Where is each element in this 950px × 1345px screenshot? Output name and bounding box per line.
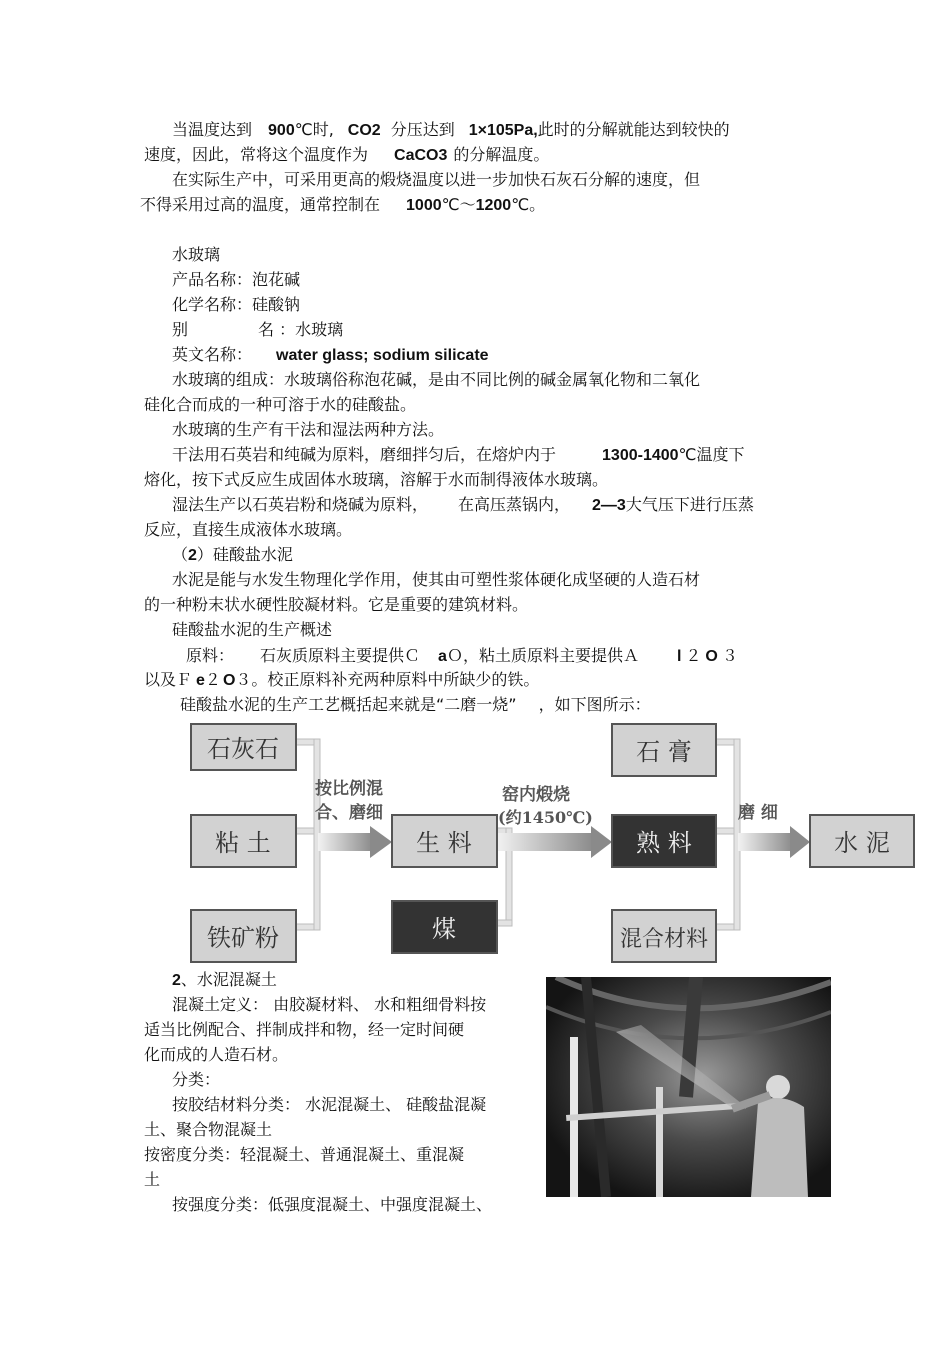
para2-line2: 不得采用过高的温度，通常控制在 1000℃～1200℃。 bbox=[140, 195, 546, 214]
class-strength: 按强度分类：低强度混凝土、中强度混凝土、 bbox=[172, 1195, 493, 1214]
wet-method-line2: 反应，直接生成液体水玻璃。 bbox=[144, 520, 353, 539]
water-glass-title: 水玻璃 bbox=[172, 245, 221, 264]
cement-process-diagram bbox=[180, 718, 920, 968]
concrete-spraying-photo bbox=[546, 977, 831, 1197]
box-gypsum bbox=[612, 724, 716, 776]
svg-text:混合材料: 混合材料 bbox=[619, 927, 709, 952]
arrow-kiln bbox=[497, 826, 612, 858]
product-name: 产品名称：泡花碱 bbox=[172, 270, 301, 289]
cement-def-line2: 的一种粉末状水硬性胶凝材料。它是重要的建筑材料。 bbox=[144, 595, 529, 614]
connectors-raw bbox=[296, 739, 320, 930]
wet-method-line1: 湿法生产以石英岩粉和烧碱为原料， 在高压蒸锅内， 2—3大气压下进行压蒸 bbox=[172, 495, 754, 514]
cement-heading: （2）硅酸盐水泥 bbox=[172, 545, 293, 564]
class-density-line1: 按密度分类：轻混凝土、普通混凝土、重混凝 bbox=[144, 1145, 465, 1164]
arrow3-label: 磨 细 bbox=[738, 803, 778, 823]
svg-text:煤: 煤 bbox=[432, 915, 456, 943]
arrow1-label-line2: 合、磨细 bbox=[315, 803, 383, 823]
box-admixture bbox=[612, 910, 716, 962]
arrow2-label-line2: (约1450℃) bbox=[498, 808, 593, 827]
box-clay bbox=[191, 815, 296, 867]
composition-line2: 硅化合而成的一种可溶于水的硅酸盐。 bbox=[144, 395, 417, 414]
concrete-def-line1: 混凝土定义： 由胶凝材料、 水和粗细骨料按 bbox=[172, 995, 487, 1014]
box-iron-powder bbox=[191, 910, 296, 962]
alias: 别 名 ：水玻璃 bbox=[172, 320, 344, 339]
para1-line1: 当温度达到 900℃时, CO2 分压达到 1×105Pa,此时的分解就能达到较快的 bbox=[172, 120, 730, 139]
box-limestone bbox=[191, 724, 296, 770]
chemical-name: 化学名称：硅酸钠 bbox=[172, 295, 301, 314]
arrow-grind bbox=[738, 826, 810, 858]
box-clinker bbox=[612, 815, 716, 867]
svg-text:石灰石: 石灰石 bbox=[207, 735, 279, 763]
cement-overview: 硅酸盐水泥的生产概述 bbox=[172, 620, 333, 639]
svg-text:生 料: 生 料 bbox=[416, 829, 472, 857]
connectors-clinker bbox=[716, 739, 740, 930]
svg-text:水 泥: 水 泥 bbox=[834, 829, 890, 857]
box-coal bbox=[392, 901, 497, 953]
concrete-heading: 2、水泥混凝土 bbox=[172, 970, 277, 989]
class-density-line2: 土 bbox=[144, 1170, 161, 1189]
para2-line1: 在实际生产中，可采用更高的煅烧温度以进一步加快石灰石分解的速度，但 bbox=[172, 170, 701, 189]
concrete-def-line2: 适当比例配合、拌制成拌和物，经一定时间硬 bbox=[144, 1020, 465, 1039]
svg-text:粘 土: 粘 土 bbox=[215, 829, 271, 857]
classification: 分类： bbox=[172, 1070, 221, 1089]
english-name: 英文名称： water glass; sodium silicate bbox=[172, 345, 489, 364]
raw-materials-line1: 原料： 石灰质原料主要提供Ｃ aＯ，粘土质原料主要提供Ａ l ２ O ３ bbox=[186, 646, 738, 665]
concrete-def-line3: 化而成的人造石材。 bbox=[144, 1045, 289, 1064]
methods: 水玻璃的生产有干法和湿法两种方法。 bbox=[172, 420, 445, 439]
arrow2-label-line1: 窑内煅烧 bbox=[502, 785, 570, 805]
composition-line1: 水玻璃的组成：水玻璃俗称泡花碱，是由不同比例的碱金属氧化物和二氧化 bbox=[172, 370, 701, 389]
class-binder-line2: 土、聚合物混凝土 bbox=[144, 1120, 273, 1139]
raw-materials-line2: 以及Ｆ e２ O３。校正原料补充两种原料中所缺少的铁。 bbox=[144, 670, 540, 689]
process-summary: 硅酸盐水泥的生产工艺概括起来就是“二磨一烧” ，如下图所示： bbox=[180, 695, 651, 714]
svg-text:铁矿粉: 铁矿粉 bbox=[207, 924, 279, 952]
cement-def-line1: 水泥是能与水发生物理化学作用，使其由可塑性浆体硬化成坚硬的人造石材 bbox=[172, 570, 701, 589]
para1-line2: 速度，因此，常将这个温度作为 CaCO3 的分解温度。 bbox=[144, 145, 550, 164]
dry-method-line2: 熔化，按下式反应生成固体水玻璃，溶解于水而制得液体水玻璃。 bbox=[144, 470, 609, 489]
arrow1-label-line1: 按比例混 bbox=[315, 779, 383, 799]
box-cement bbox=[810, 815, 914, 867]
box-raw-meal bbox=[392, 815, 497, 867]
dry-method-line1: 干法用石英岩和纯碱为原料，磨细拌匀后，在熔炉内于 1300-1400℃温度下 bbox=[172, 445, 745, 464]
svg-text:石 膏: 石 膏 bbox=[636, 738, 692, 766]
class-binder-line1: 按胶结材料分类： 水泥混凝土、 硅酸盐混凝 bbox=[172, 1095, 487, 1114]
arrow-mix-grind bbox=[318, 826, 392, 858]
svg-text:熟 料: 熟 料 bbox=[636, 829, 692, 857]
